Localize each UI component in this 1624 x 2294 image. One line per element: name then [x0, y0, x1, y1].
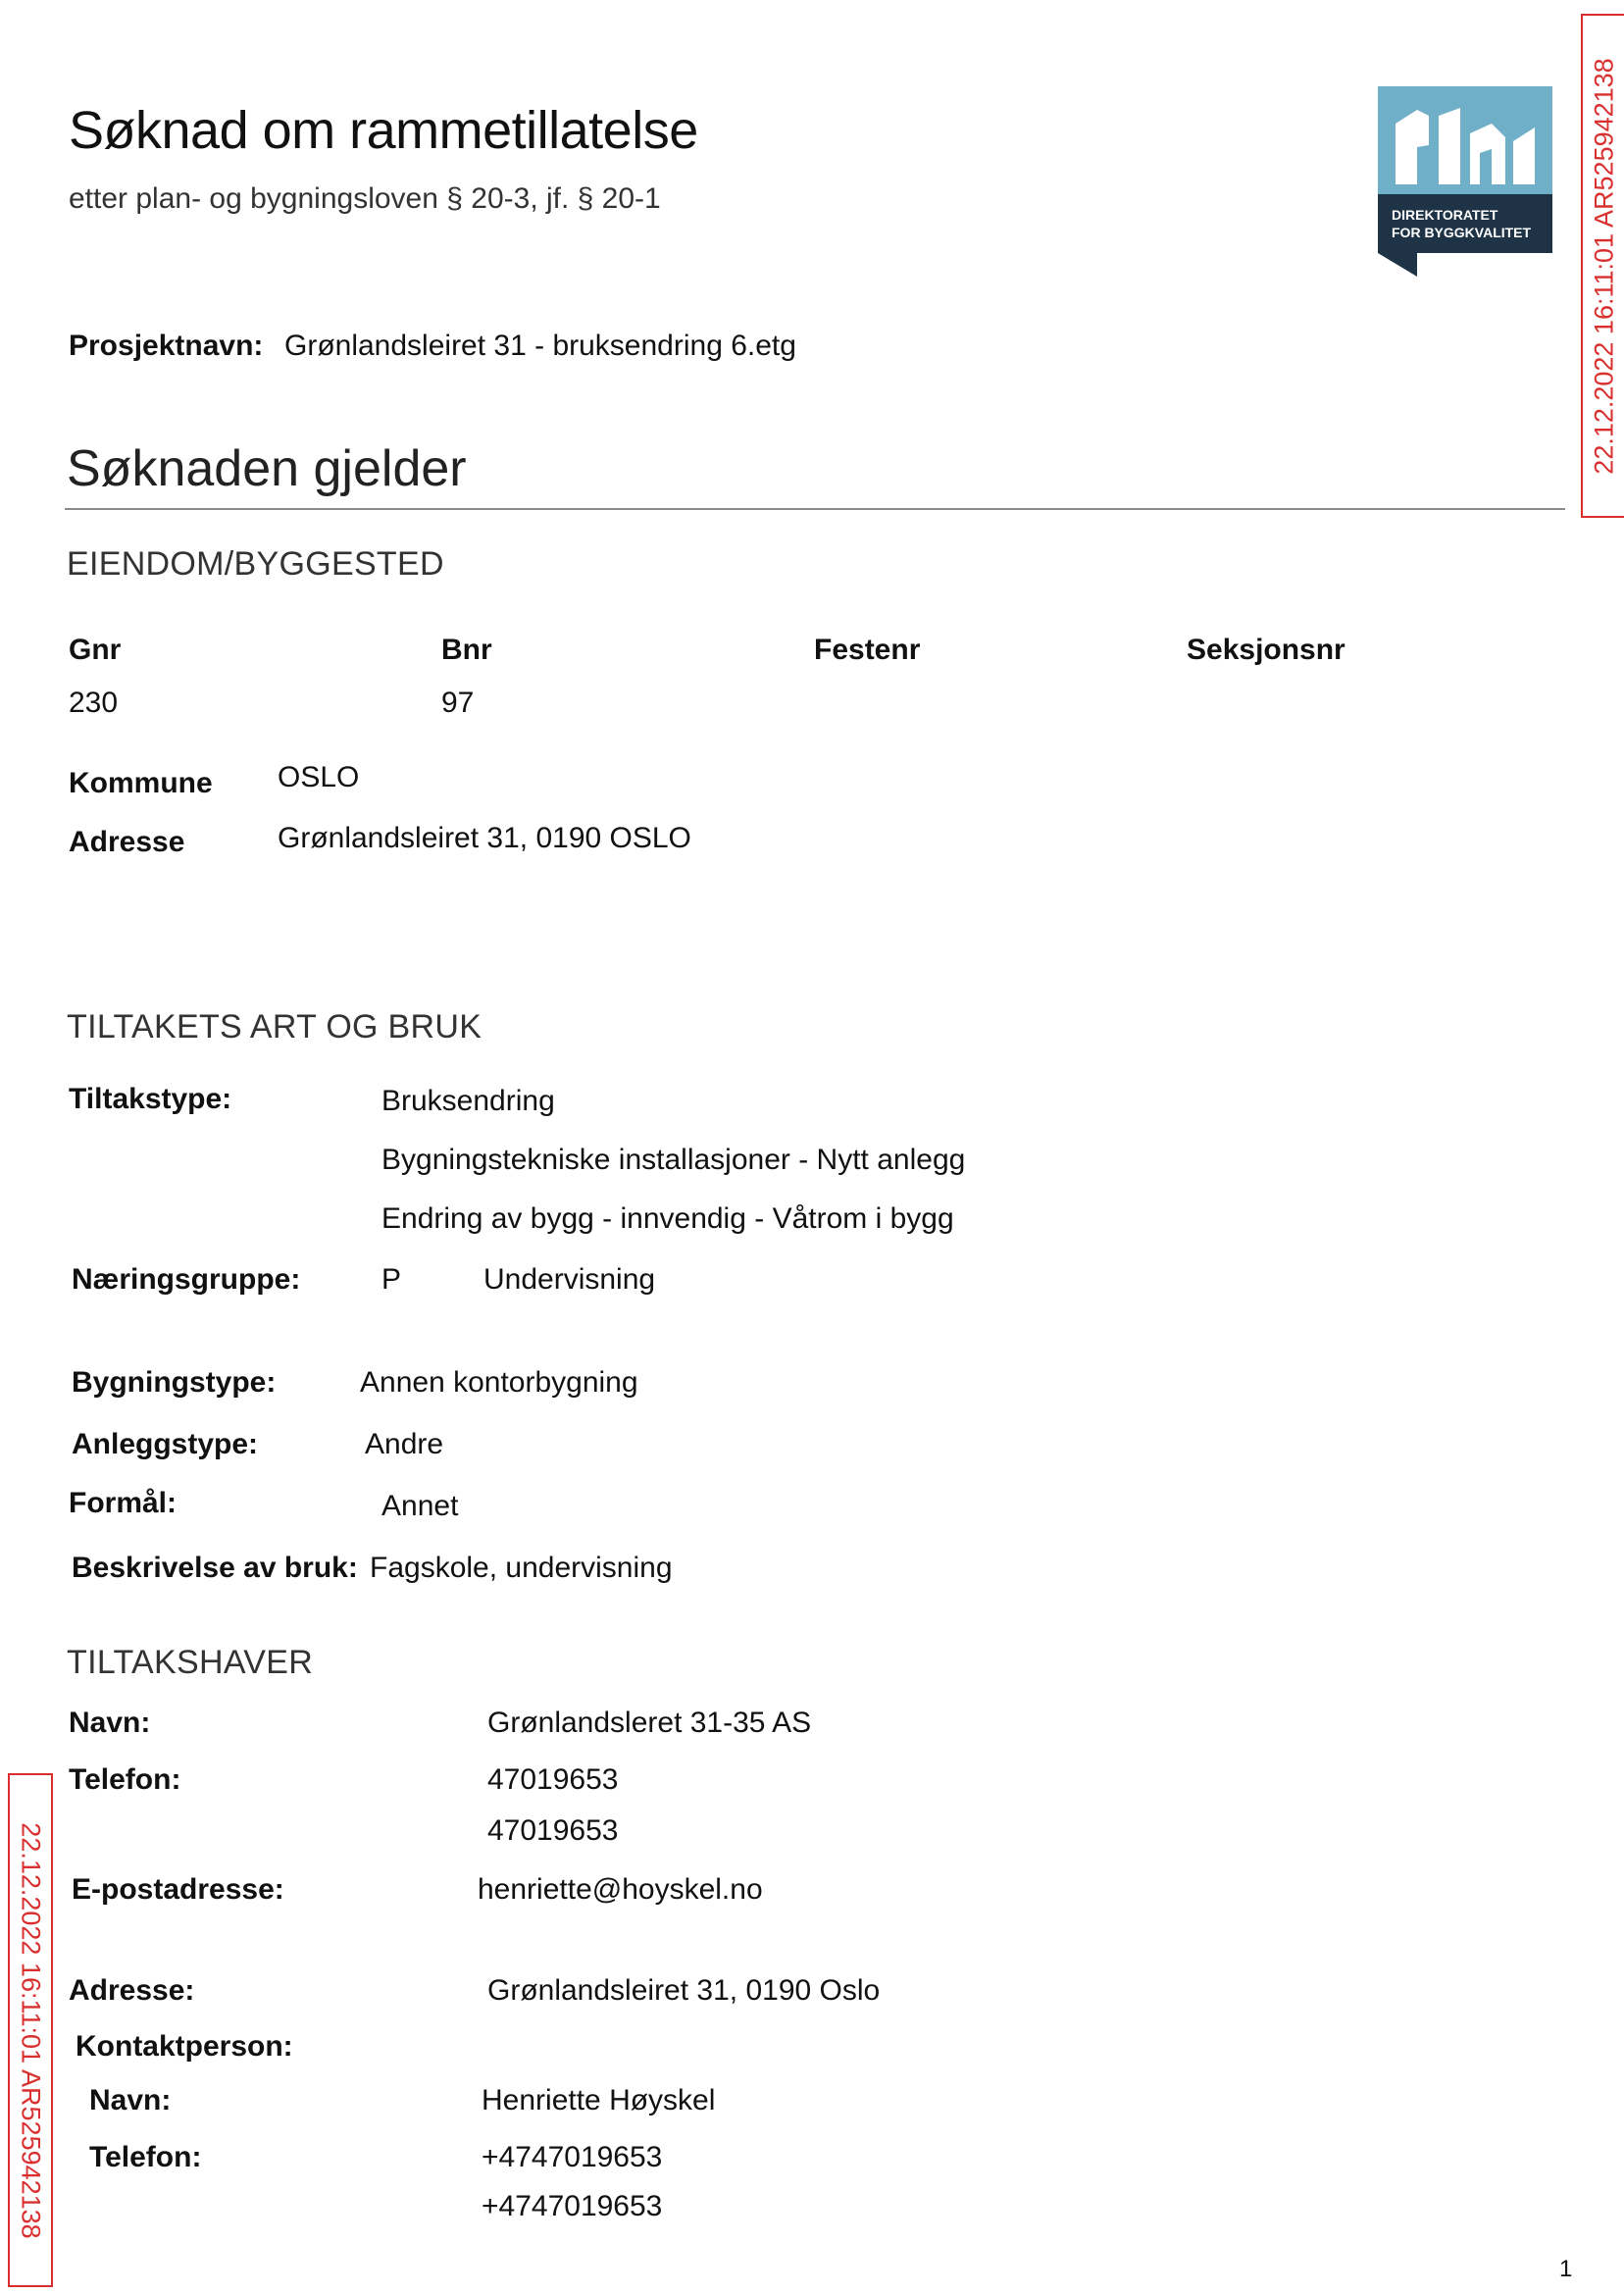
page-number: 1: [1559, 2256, 1573, 2282]
contact-phone-value: +4747019653: [482, 2141, 663, 2173]
adresse-value: Grønlandsleiret 31, 0190 OSLO: [278, 822, 691, 854]
owner-email-value: henriette@hoyskel.no: [478, 1873, 763, 1906]
owner-phone-value: 47019653: [487, 1763, 619, 1796]
date-stamp-left-text: 22.12.2022 16:11:01 AR525942138: [16, 1821, 46, 2239]
contact-phone-value: +4747019653: [482, 2190, 663, 2222]
kommune-value: OSLO: [278, 761, 360, 793]
project-name-value: Grønlandsleiret 31 - bruksendring 6.etg: [284, 330, 796, 362]
contact-name-value: Henriette Høyskel: [482, 2084, 716, 2116]
formaal-value: Annet: [381, 1490, 459, 1522]
festenr-label: Festenr: [814, 634, 921, 666]
owner-name-label: Navn:: [69, 1707, 151, 1739]
tiltakstype-label: Tiltakstype:: [69, 1083, 232, 1115]
owner-address-value: Grønlandsleiret 31, 0190 Oslo: [487, 1974, 881, 2007]
naeringsgruppe-code: P: [381, 1263, 402, 1296]
document-title: Søknad om rammetillatelse: [69, 101, 698, 160]
section-owner: TILTAKSHAVER: [67, 1644, 314, 1681]
tiltakstype-item: Bruksendring: [381, 1085, 555, 1117]
seksjonsnr-label: Seksjonsnr: [1187, 634, 1345, 666]
bnr-label: Bnr: [441, 634, 492, 666]
adresse-label: Adresse: [69, 826, 185, 858]
tiltakstype-item: Endring av bygg - innvendig - Våtrom i bygg: [381, 1202, 954, 1235]
logo-text-line2: FOR BYGGKVALITET: [1392, 225, 1532, 240]
date-stamp-right: [1581, 14, 1624, 518]
bygningstype-label: Bygningstype:: [72, 1366, 277, 1399]
anleggstype-value: Andre: [365, 1428, 444, 1460]
gnr-value: 230: [69, 687, 119, 719]
naeringsgruppe-label: Næringsgruppe:: [72, 1263, 301, 1296]
naeringsgruppe-value: Undervisning: [483, 1263, 656, 1296]
beskrivelse-label: Beskrivelse av bruk:: [72, 1552, 358, 1584]
date-stamp-right-text: 22.12.2022 16:11:01 AR525942138: [1589, 57, 1619, 475]
document-subtitle: etter plan- og bygningsloven § 20-3, jf. § 20-1: [69, 182, 661, 215]
bnr-value: 97: [441, 687, 475, 719]
owner-address-label: Adresse:: [69, 1974, 195, 2007]
logo-text-line1: DIREKTORATET: [1392, 207, 1498, 223]
kommune-label: Kommune: [69, 767, 213, 799]
owner-phone-value: 47019653: [487, 1814, 619, 1847]
dibk-logo: [1378, 86, 1552, 277]
contact-phone-label: Telefon:: [89, 2141, 202, 2173]
project-name-label: Prosjektnavn:: [69, 330, 264, 362]
tiltakstype-item: Bygningstekniske installasjoner - Nytt anlegg: [381, 1144, 966, 1176]
formaal-label: Formål:: [69, 1487, 178, 1519]
section-measure: TILTAKETS ART OG BRUK: [67, 1008, 482, 1045]
anleggstype-label: Anleggstype:: [72, 1428, 259, 1460]
owner-name-value: Grønlandsleret 31-35 AS: [487, 1707, 812, 1739]
beskrivelse-value: Fagskole, undervisning: [370, 1552, 673, 1584]
bygningstype-value: Annen kontorbygning: [360, 1366, 638, 1399]
owner-email-label: E-postadresse:: [72, 1873, 284, 1906]
gnr-label: Gnr: [69, 634, 122, 666]
heading-divider: [65, 508, 1565, 510]
contact-person-label: Kontaktperson:: [76, 2030, 293, 2063]
contact-name-label: Navn:: [89, 2084, 172, 2116]
section-property: EIENDOM/BYGGESTED: [67, 545, 444, 583]
owner-phone-label: Telefon:: [69, 1763, 181, 1796]
date-stamp-left: [8, 1773, 53, 2287]
section-heading-applies: Søknaden gjelder: [67, 440, 467, 497]
dibk-logo-graphic: [1378, 86, 1552, 277]
